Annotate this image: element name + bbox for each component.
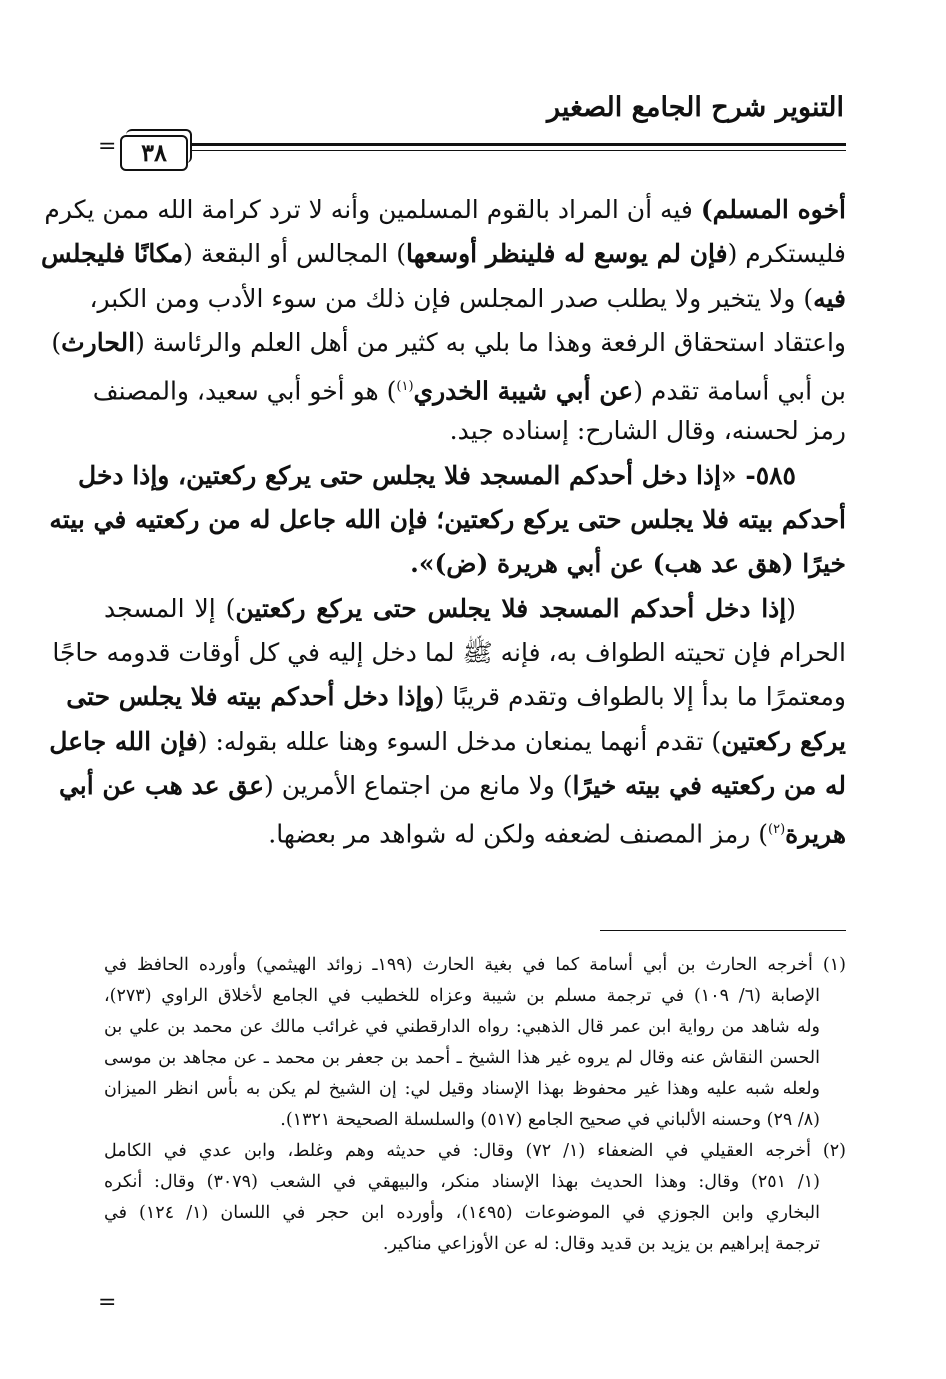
text-line <box>58 764 846 808</box>
header-ornament: = <box>98 134 117 159</box>
footnote-ref[interactable]: (١) <box>396 379 414 395</box>
text-line <box>49 498 846 542</box>
text-line <box>78 454 846 498</box>
text-segment: ) تقدم أنهما يمنعان مدخل السوء وهنا علله بقوله: ( <box>197 726 722 756</box>
main-text <box>41 188 846 852</box>
footnote-line: (١/ ٢٥١) وقال: وهذا الحديث بهذا الإسناد منكر، والبيهقي في الشعب (٣٠٧٩) وقال: أنكره <box>104 1172 820 1192</box>
text-segment: الحرام فإن تحيته الطواف به، فإنه ﷺ لما دخل إليه في كل أوقات قدومه حاجًا <box>52 637 846 667</box>
footnote-line: وله شاهد من رواية ابن عمر قال الذهبي: رواه الدارقطني في غرائب مالك عن محمد بن علي بن <box>104 1017 820 1037</box>
bold-text: هريرة <box>785 819 846 849</box>
footnotes <box>104 950 846 1260</box>
bold-text: وإذا دخل أحدكم بيته فلا يجلس حتى <box>66 682 435 712</box>
bold-text: مكانًا فليجلس <box>41 239 184 269</box>
text-segment: ) ولا مانع من اجتماع الأمرين ( <box>264 770 573 800</box>
bold-text: عق عد هب عن أبي <box>58 770 264 800</box>
text-line <box>104 542 846 586</box>
bold-text: فإن لم يوسع له فلينظر أوسعها <box>405 239 728 269</box>
footnote-line: ولعله شبه عليه وهذا غير محفوظ بهذا الإسناد وقيل لي: إن الشيخ لم يكن به بأس انظر الميزان <box>104 1079 820 1099</box>
bold-text: أخوه المسلم) <box>700 195 846 224</box>
bold-text: ٥٨٥- «إذا دخل أحدكم المسجد فلا يجلس حتى يركع ركعتين، وإذا دخل <box>78 460 796 490</box>
text-segment: ) إلا المسجد <box>104 593 236 623</box>
header-rule-thin <box>192 150 846 151</box>
page-number: ٣٨ <box>120 135 188 171</box>
footnote-line: البخاري وابن الجوزي في الموضوعات (١٤٩٥)، وأورده ابن حجر في اللسان (١/ ١٢٤) في <box>104 1203 820 1223</box>
footnote-line: (٨/ ٢٩) وحسنه الألباني في صحيح الجامع (٥١٧) والسلسلة الصحيحة ١٣٢١). <box>280 1110 820 1130</box>
text-line <box>52 631 846 675</box>
header-rule <box>192 143 846 146</box>
text-line <box>44 188 846 232</box>
text-segment: ) ولا يتخير ولا يطلب صدر المجلس فإن ذلك من سوء الأدب ومن الكبر، <box>89 283 814 313</box>
bold-text: فإن الله جاعل <box>49 726 198 756</box>
bold-text: أحدكم بيته فلا يجلس حتى يركع ركعتين؛ فإن الله جاعل له من ركعتيه في بيته <box>49 505 846 535</box>
text-segment: بن أبي أسامة تقدم ( <box>633 376 846 406</box>
bold-text: فيه <box>813 283 846 313</box>
footnote-line: ترجمة إبراهيم بن يزيد بن قديد وقال: له عن الأوزاعي مناكير. <box>382 1234 820 1254</box>
text-line <box>104 587 846 631</box>
text-segment: فيه أن المراد بالقوم المسلمين وأنه لا ترد كرامة الله ممن يكرم <box>44 195 701 224</box>
footnote-ref[interactable]: (٢) <box>768 822 786 838</box>
text-segment: فليستكرم ( <box>727 239 846 269</box>
text-segment: واعتقاد استحقاق الرفعة وهذا ما بلي به كثير من أهل العلم والرئاسة ( <box>135 327 846 357</box>
text-segment: ) المجالس أو البقعة ( <box>183 239 406 269</box>
footnote-line: (١) أخرجه الحارث بن أبي أسامة كما في بغية الحارث (١٩٩ـ زوائد الهيثمي) وأورده الحافظ في <box>104 955 846 975</box>
text-line <box>66 675 846 719</box>
bold-text: الحارث <box>61 327 136 357</box>
text-segment: ) <box>51 327 62 357</box>
text-line <box>104 409 846 453</box>
text-segment: رمز لحسنه، وقال الشارح: إسناده جيد. <box>449 416 846 446</box>
bold-text: إذا دخل أحدكم المسجد فلا يجلس حتى يركع ركعتين <box>235 593 787 623</box>
bold-text: خيرًا (هق عد هب) عن أبي هريرة (ض)». <box>410 549 846 579</box>
text-line <box>89 277 846 321</box>
bold-text: عن أبي شيبة الخدري <box>413 376 634 406</box>
footnote-separator <box>600 930 846 931</box>
text-line <box>51 321 846 365</box>
footnote-line: الحسن النقاش عنه وقال لم يروه غير هذا الشيخ ـ أحمد بن جعفر بن محمد ـ عن مجاهد بن موسى <box>104 1048 820 1068</box>
text-line <box>41 232 846 276</box>
text-segment: ) هو أخو أبي سعيد، والمصنف <box>92 376 397 406</box>
running-header-title: التنوير شرح الجامع الصغير <box>547 92 844 123</box>
footer-ornament: = <box>98 1290 117 1315</box>
text-segment: ( <box>786 593 796 623</box>
text-line <box>49 720 846 764</box>
footnote-line: (٢) أخرجه العقيلي في الضعفاء (١/ ٧٢) وقال: في حديثه وهم وغلط، وابن عدي في الكامل <box>104 1141 846 1161</box>
bold-text: يركع ركعتين <box>721 726 846 756</box>
text-line <box>92 365 846 409</box>
footnote-line: الإصابة (٦/ ١٠٩) في ترجمة مسلم بن شيبة وعزاه للخطيب في الجامع لأخلاق الراوي (٢٧٣)، <box>104 986 820 1006</box>
text-segment: ) رمز المصنف لضعفه ولكن له شواهد مر بعضها. <box>268 819 769 849</box>
text-line <box>104 808 846 852</box>
text-segment: ومعتمرًا ما بدأ إلا بالطواف وتقدم قريبًا ( <box>434 682 846 712</box>
bold-text: له من ركعتيه في بيته خيرًا <box>572 770 846 800</box>
